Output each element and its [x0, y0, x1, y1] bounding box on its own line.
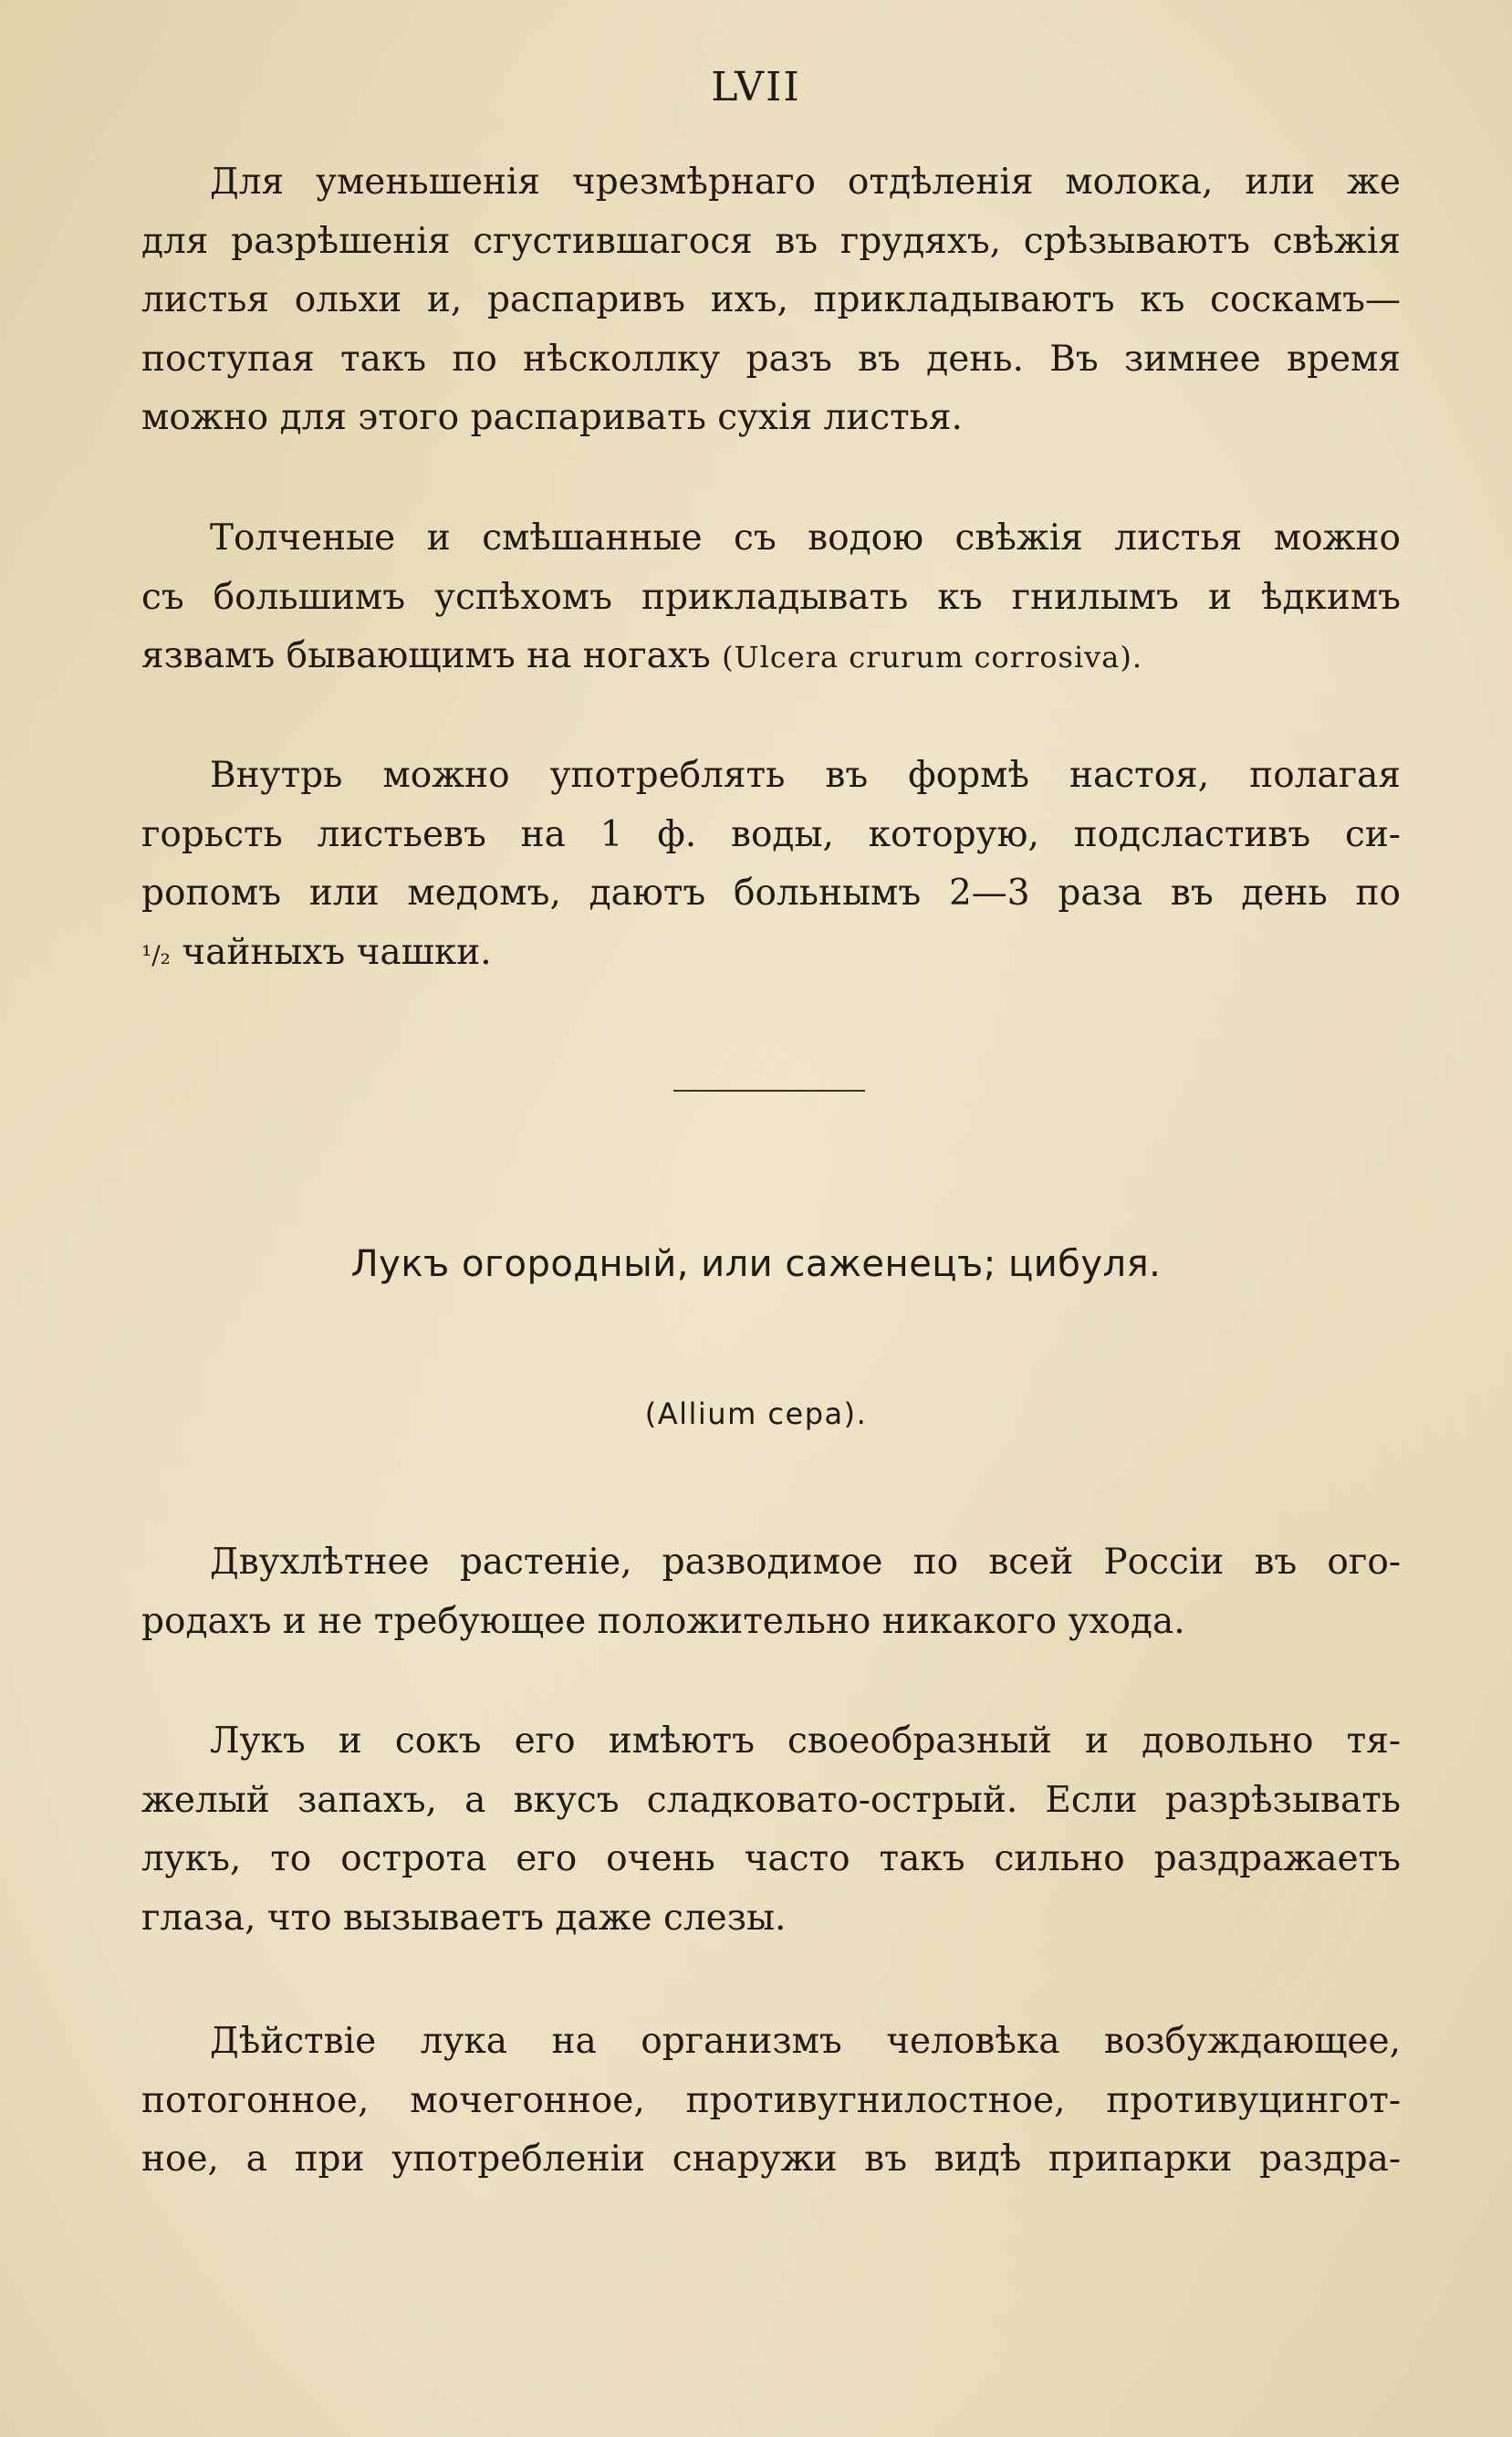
latin-term: (Ulcera crurum corrosiva). [722, 640, 1142, 675]
text-line: Лукъ и сокъ его имѣютъ своеобразный и довольно тя- [210, 1721, 1401, 1762]
text-line [141, 924, 1401, 986]
text-line: горьсть листьевъ на 1 ф. воды, которую, подсластивъ си- [141, 813, 1401, 855]
paragraph-onion-action [141, 2013, 1401, 2190]
text-line: Для уменьшенія чрезмѣрнаго отдѣленія молока, или же [210, 162, 1401, 203]
text-line: Дѣйствіе лука на организмъ человѣка возбуждающее, [210, 2021, 1401, 2062]
text-line: потогонное, мочегонное, противугнилостное, противуцингот- [141, 2079, 1401, 2121]
text-line [141, 627, 1401, 687]
text-line: поступая такъ по нѣсколлку разъ въ день. Въ зимнее время [141, 338, 1401, 380]
page-number: LVII [711, 64, 801, 110]
paragraph-onion-description [141, 1533, 1401, 1651]
section-divider [673, 1090, 865, 1092]
text-segment: язвамъ бывающимъ на ногахъ [141, 635, 711, 676]
text-segment: чайныхъ чашки. [182, 931, 492, 973]
text-line: съ большимъ успѣхомъ прикладывать къ гнилымъ и ѣдкимъ [141, 576, 1401, 618]
paragraph-onion-smell [141, 1712, 1401, 1948]
text-line: желый запахъ, а вкусъ сладковато-острый. Если разрѣзывать [141, 1779, 1401, 1821]
paragraph-alder-ulcers [141, 509, 1401, 687]
fraction: ¹/₂ [141, 939, 171, 970]
text-line: для разрѣшенія сгустившагося въ грудяхъ, срѣзываютъ свѣжія [141, 220, 1401, 262]
text-line: можно для этого распаривать сухія листья. [141, 397, 963, 438]
text-line: листья ольхи и, распаривъ ихъ, прикладываютъ къ соскамъ— [141, 279, 1401, 320]
text-line: ное, а при употребленіи снаружи въ видѣ припарки раздра- [141, 2139, 1401, 2180]
section-title: Лукъ огородный, или саженецъ; цибуля. [350, 1243, 1162, 1285]
text-line: Толченые и смѣшанные съ водою свѣжія листья можно [210, 518, 1401, 559]
text-line: родахъ и не требующее положительно никакого ухода. [141, 1600, 1185, 1642]
text-line: глаза, что вызываетъ даже слезы. [141, 1897, 787, 1939]
text-line: Внутрь можно употреблять въ формѣ настоя, полагая [210, 755, 1401, 796]
text-line: Двухлѣтнее растеніе, разводимое по всей Россіи въ ого- [210, 1542, 1401, 1583]
text-line: лукъ, то острота его очень часто такъ сильно раздражаетъ [141, 1838, 1401, 1879]
paragraph-alder-infusion [141, 747, 1401, 985]
paragraph-alder-milk [141, 153, 1401, 448]
latin-name: (Allium cepa). [644, 1396, 868, 1431]
text-line: ропомъ или медомъ, даютъ больнымъ 2—3 раза въ день по [141, 873, 1401, 914]
